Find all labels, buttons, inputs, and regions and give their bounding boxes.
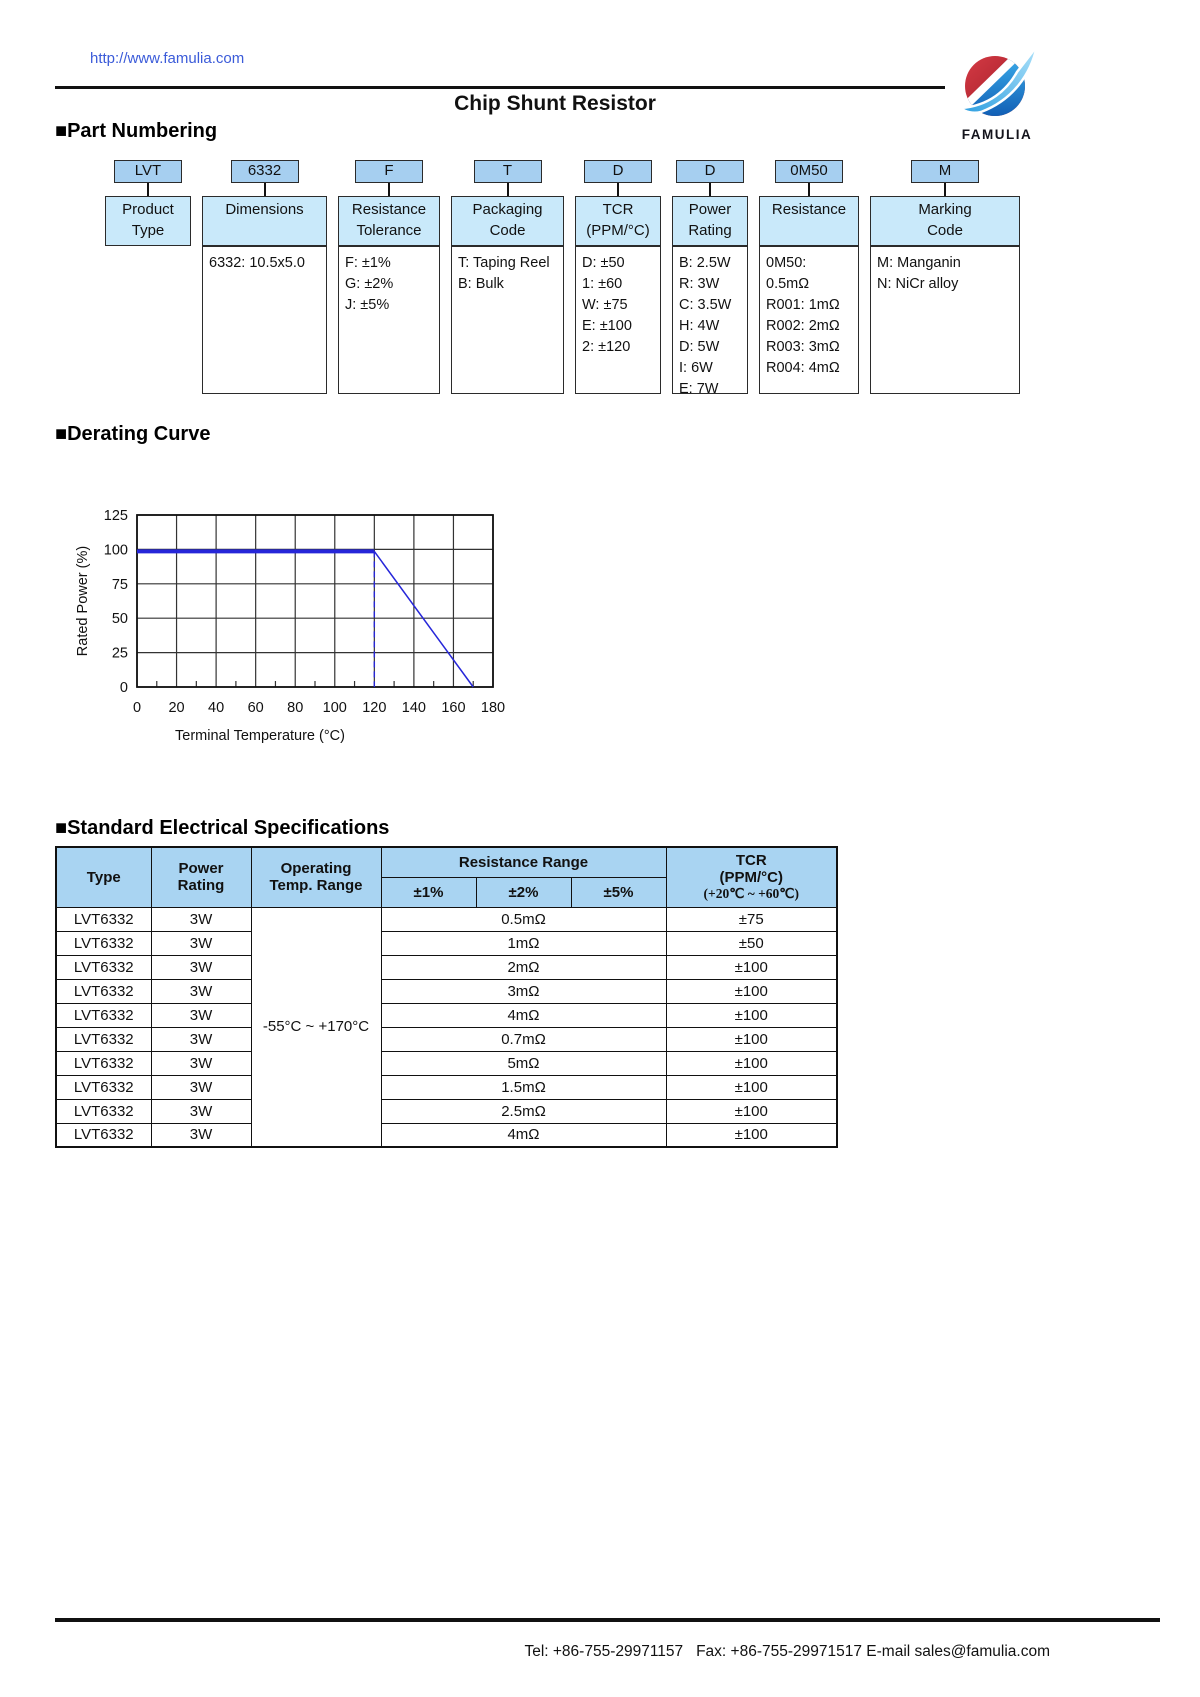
spec-cell-resistance: 3mΩ (381, 979, 666, 1003)
pn-column-power-rating (672, 160, 748, 397)
pn-connector-packaging-code (507, 183, 509, 196)
pn-column-resistance-tolerance (338, 160, 440, 394)
pn-connector-resistance-tolerance (388, 183, 390, 196)
spec-cell-tcr: ±100 (666, 1003, 837, 1027)
pn-column-resistance (759, 160, 859, 394)
y-tick-label: 75 (111, 576, 128, 593)
famulia-logo (952, 44, 1042, 142)
y-tick-label: 0 (119, 680, 128, 696)
spec-cell-power: 3W (151, 955, 251, 979)
section-heading-derating-curve: ■Derating Curve (55, 423, 211, 445)
spec-cell-tcr: ±100 (666, 1051, 837, 1075)
spec-cell-resistance: 2.5mΩ (381, 1099, 666, 1123)
pn-label-box-dimensions: Dimensions (202, 196, 327, 246)
spec-cell-tcr: ±100 (666, 1075, 837, 1099)
col-header-tcr (666, 847, 837, 907)
spec-row (56, 955, 837, 979)
spec-cell-tcr: ±100 (666, 1123, 837, 1147)
spec-cell-type: LVT6332 (56, 955, 151, 979)
pn-connector-tcr (617, 183, 619, 196)
spec-cell-type: LVT6332 (56, 1003, 151, 1027)
pn-connector-resistance (808, 183, 810, 196)
tcr-header-line: TCR (735, 852, 767, 870)
x-tick-label: 0 (132, 700, 142, 716)
x-tick-label: 180 (480, 700, 506, 716)
spec-cell-resistance: 2mΩ (381, 955, 666, 979)
col-header-tolerance-5: ±5% (571, 877, 666, 907)
spec-cell-type: LVT6332 (56, 931, 151, 955)
spec-cell-operating-temp: -55°C ~ +170°C (251, 907, 381, 1147)
y-tick-label: 100 (103, 542, 128, 559)
spec-cell-type: LVT6332 (56, 979, 151, 1003)
x-axis-label: Terminal Temperature (°C) (175, 728, 345, 744)
pn-label-box-power-rating: Power Rating (672, 196, 748, 246)
spec-cell-type: LVT6332 (56, 1099, 151, 1123)
pn-code-box-dimensions: 6332 (231, 160, 299, 183)
pn-code-box-power-rating: D (676, 160, 744, 183)
x-tick-label: 40 (208, 700, 225, 716)
famulia-wordmark: FAMULIA (961, 127, 1033, 142)
col-header-temp: Operating Temp. Range (251, 847, 381, 907)
pn-label-box-packaging-code: Packaging Code (451, 196, 564, 246)
pn-column-product-type (105, 160, 191, 246)
spec-cell-resistance: 4mΩ (381, 1123, 666, 1147)
spec-cell-power: 3W (151, 1123, 251, 1147)
col-header-resistance-range: Resistance Range (381, 847, 666, 877)
col-header-type: Type (56, 847, 151, 907)
pn-code-box-resistance-tolerance: F (355, 160, 423, 183)
pn-details-box-packaging-code: T: Taping Reel B: Bulk (451, 246, 564, 394)
section-heading-part-numbering: ■Part Numbering (55, 120, 218, 142)
spec-cell-resistance: 0.5mΩ (381, 907, 666, 931)
spec-cell-power: 3W (151, 1075, 251, 1099)
pn-details-box-dimensions: 6332: 10.5x5.0 (202, 246, 327, 394)
spec-row (56, 1099, 837, 1123)
y-tick-label: 50 (111, 611, 128, 628)
spec-cell-tcr: ±100 (666, 955, 837, 979)
pn-column-tcr (575, 160, 661, 394)
y-tick-label: 125 (103, 508, 128, 524)
tcr-header-line: (PPM/°C) (719, 869, 783, 887)
spec-cell-type: LVT6332 (56, 907, 151, 931)
pn-column-packaging-code (451, 160, 564, 394)
derating-chart (65, 495, 545, 765)
spec-cell-resistance: 1mΩ (381, 931, 666, 955)
footer-rule (55, 1618, 1160, 1622)
spec-row (56, 1123, 837, 1147)
spec-table (55, 846, 838, 1148)
spec-cell-power: 3W (151, 1027, 251, 1051)
spec-cell-tcr: ±100 (666, 979, 837, 1003)
spec-cell-power: 3W (151, 979, 251, 1003)
spec-row (56, 931, 837, 955)
spec-cell-power: 3W (151, 931, 251, 955)
spec-row (56, 907, 837, 931)
spec-cell-type: LVT6332 (56, 1051, 151, 1075)
spec-cell-type: LVT6332 (56, 1123, 151, 1147)
x-tick-label: 100 (322, 700, 347, 716)
pn-connector-dimensions (264, 183, 266, 196)
spec-cell-type: LVT6332 (56, 1075, 151, 1099)
header-rule (55, 86, 945, 89)
spec-row (56, 1027, 837, 1051)
derating-line-slope (374, 551, 473, 687)
pn-label-box-product-type: Product Type (105, 196, 191, 246)
col-header-power: Power Rating (151, 847, 251, 907)
pn-connector-marking-code (944, 183, 946, 196)
pn-code-box-resistance: 0M50 (775, 160, 843, 183)
spec-cell-power: 3W (151, 1051, 251, 1075)
pn-column-marking-code (870, 160, 1020, 394)
pn-code-box-marking-code: M (911, 160, 979, 183)
x-tick-label: 60 (247, 700, 264, 716)
famulia-logo-icon (955, 44, 1039, 124)
col-header-tolerance-2: ±2% (476, 877, 571, 907)
pn-code-box-tcr: D (584, 160, 652, 183)
pn-connector-product-type (147, 183, 149, 196)
site-url-link[interactable]: http://www.famulia.com (90, 50, 245, 67)
pn-details-box-resistance: 0M50: 0.5mΩ R001: 1mΩ R002: 2mΩ R003: 3mΩ R004: 4mΩ (759, 246, 859, 394)
spec-cell-tcr: ±75 (666, 907, 837, 931)
x-tick-label: 140 (401, 700, 426, 716)
pn-label-box-resistance: Resistance (759, 196, 859, 246)
pn-column-dimensions (202, 160, 327, 394)
part-numbering-diagram (105, 160, 1031, 397)
col-header-tolerance-1: ±1% (381, 877, 476, 907)
spec-cell-power: 3W (151, 907, 251, 931)
tcr-header-line: (+20℃ ~ +60℃) (703, 886, 799, 902)
pn-label-box-resistance-tolerance: Resistance Tolerance (338, 196, 440, 246)
pn-code-box-packaging-code: T (474, 160, 542, 183)
spec-row (56, 1075, 837, 1099)
x-tick-label: 80 (287, 700, 304, 716)
pn-details-box-marking-code: M: Manganin N: NiCr alloy (870, 246, 1020, 394)
x-tick-label: 160 (441, 700, 466, 716)
spec-cell-power: 3W (151, 1003, 251, 1027)
y-tick-label: 25 (111, 645, 128, 662)
spec-cell-tcr: ±100 (666, 1027, 837, 1051)
pn-details-box-tcr: D: ±50 1: ±60 W: ±75 E: ±100 2: ±120 (575, 246, 661, 394)
spec-row (56, 979, 837, 1003)
page-title: Chip Shunt Resistor (454, 92, 656, 115)
y-axis-label: Rated Power (%) (75, 545, 91, 657)
x-tick-label: 120 (362, 700, 387, 716)
spec-cell-resistance: 4mΩ (381, 1003, 666, 1027)
spec-cell-resistance: 1.5mΩ (381, 1075, 666, 1099)
plot-frame (137, 515, 493, 687)
pn-label-box-tcr: TCR (PPM/°C) (575, 196, 661, 246)
pn-details-box-resistance-tolerance: F: ±1% G: ±2% J: ±5% (338, 246, 440, 394)
spec-cell-type: LVT6332 (56, 1027, 151, 1051)
footer-contact: Tel: +86-755-29971157 Fax: +86-755-29971517 E-mail sales@famulia.com (524, 1643, 1050, 1660)
x-tick-label: 20 (168, 700, 185, 716)
pn-details-box-power-rating: B: 2.5W R: 3W C: 3.5W H: 4W D: 5W I: 6W E: 7W (672, 246, 748, 394)
spec-cell-resistance: 5mΩ (381, 1051, 666, 1075)
spec-cell-tcr: ±50 (666, 931, 837, 955)
pn-code-box-product-type: LVT (114, 160, 182, 183)
spec-row (56, 1051, 837, 1075)
spec-row (56, 1003, 837, 1027)
pn-connector-power-rating (709, 183, 711, 196)
spec-cell-tcr: ±100 (666, 1099, 837, 1123)
section-heading-specifications: ■Standard Electrical Specifications (55, 817, 390, 839)
spec-cell-power: 3W (151, 1099, 251, 1123)
pn-label-box-marking-code: Marking Code (870, 196, 1020, 246)
spec-cell-resistance: 0.7mΩ (381, 1027, 666, 1051)
